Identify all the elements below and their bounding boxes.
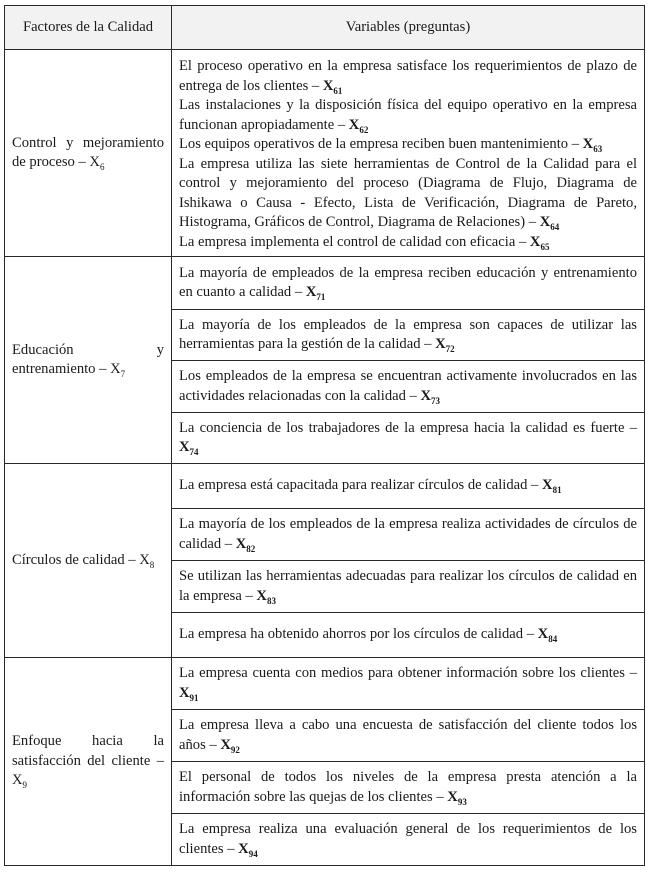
header-variables: Variables (preguntas) xyxy=(172,6,645,50)
factor-subscript: 7 xyxy=(120,369,126,379)
header-factor: Factores de la Calidad xyxy=(5,6,172,50)
variable-item: Las instalaciones y la disposición física del equipo operativo en la empresa funcionan apropiadamente – $X_{62}$ xyxy=(179,97,637,135)
variable-item: El personal de todos los niveles de la empresa presta atención a la información sobre las quejas de los clientes – $X_{93}$ xyxy=(172,762,645,814)
group-row-x8 xyxy=(5,464,645,509)
variable-item: La conciencia de los trabajadores de la empresa hacia la calidad es fuerte – $X_{74}$ xyxy=(172,413,645,464)
variable-item: La empresa cuenta con medios para obtener información sobre los clientes – $X_{91}$ xyxy=(172,658,645,710)
variable-item: La empresa implementa el control de calidad con eficacia – $X_{65}$ xyxy=(179,233,550,252)
factor-cell-x9 xyxy=(5,658,172,866)
group-row-x6 xyxy=(5,50,645,257)
factor-label: Enfoque hacia la satisfacción del cliente – X xyxy=(12,733,164,789)
variable-item: La empresa utiliza las siete herramientas de Control de la Calidad para el control y mejoramiento del proceso (Diagrama de Flujo, Diagrama de Ishikawa o Causa - Efecto, Lista de Verificación, Diagrama de Pareto, Histograma, Gráficos de Control, Diagrama de Relaciones) – $X_{64}$ xyxy=(179,155,637,232)
header-row xyxy=(5,6,645,50)
variable-item: La mayoría de empleados de la empresa reciben educación y entrenamiento en cuanto a calidad – $X_{71}$ xyxy=(172,257,645,310)
quality-factors-table-container xyxy=(4,5,644,866)
group-row-x9 xyxy=(5,658,645,710)
factor-label: Educación y entrenamiento – X xyxy=(12,341,164,377)
variable-item: La empresa ha obtenido ahorros por los círculos de calidad – $X_{84}$ xyxy=(172,613,645,658)
variable-item: La empresa está capacitada para realizar círculos de calidad – $X_{81}$ xyxy=(172,464,645,509)
factor-subscript: 9 xyxy=(22,780,28,791)
variable-item: La empresa lleva a cabo una encuesta de satisfacción del cliente todos los años – $X_{92}$ xyxy=(172,710,645,762)
variable-item: La empresa realiza una evaluación general de los requerimientos de los clientes – $X_{94}$ xyxy=(172,814,645,866)
factor-cell-x6 xyxy=(5,50,172,257)
quality-factors-table xyxy=(4,5,645,866)
group-row-x7 xyxy=(5,257,645,310)
factor-cell-x8 xyxy=(5,464,172,658)
factor-subscript: 6 xyxy=(99,162,105,172)
variable-item: La mayoría de los empleados de la empresa realiza actividades de círculos de calidad – $X_{82}$ xyxy=(172,509,645,561)
factor-label: Círculos de calidad – X xyxy=(12,551,150,568)
factor-cell-x7 xyxy=(5,257,172,464)
variables-cell-x6 xyxy=(172,50,645,257)
factor-subscript: 8 xyxy=(149,559,155,570)
variable-item: Se utilizan las herramientas adecuadas para realizar los círculos de calidad en la empresa – $X_{83}$ xyxy=(172,561,645,613)
variable-item: El proceso operativo en la empresa satisface los requerimientos de plazo de entrega de los clientes – $X_{61}$ xyxy=(179,58,637,96)
variable-item: Los equipos operativos de la empresa reciben buen mantenimiento – $X_{63}$ xyxy=(179,136,603,154)
factor-label: Control y mejoramiento de proceso – X xyxy=(12,134,164,170)
variable-item: Los empleados de la empresa se encuentran activamente involucrados en las actividades relacionadas con la calidad – $X_{73}$ xyxy=(172,361,645,413)
variable-item: La mayoría de los empleados de la empresa son capaces de utilizar las herramientas para la gestión de la calidad – $X_{72}$ xyxy=(172,310,645,361)
